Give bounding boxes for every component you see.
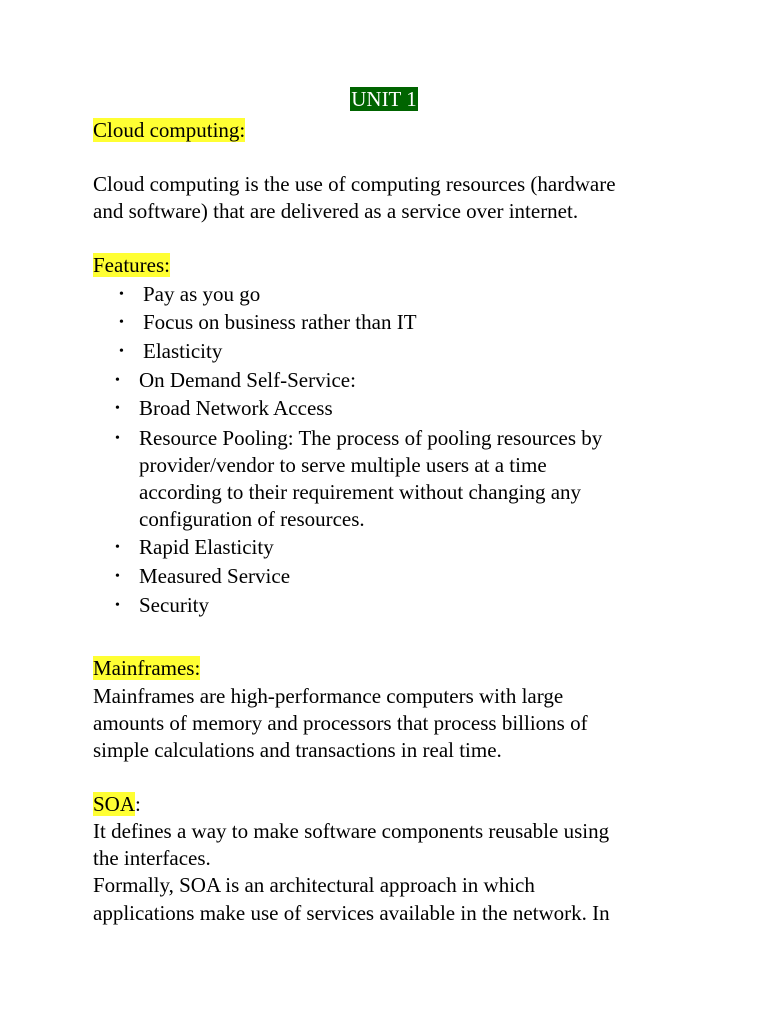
mainframes-heading-text: Mainframes: xyxy=(93,656,201,680)
soa-paragraph-line-1: It defines a way to make software components reusable using xyxy=(93,819,610,843)
bullet-icon: • xyxy=(115,569,120,584)
cloud-computing-heading-text: Cloud computing: xyxy=(93,118,246,142)
bullet-icon: • xyxy=(115,540,120,555)
feature-item-elasticity: Elasticity xyxy=(143,339,223,363)
soa-paragraph-line-3: Formally, SOA is an architectural approach in which xyxy=(93,873,535,897)
bullet-icon: • xyxy=(115,598,120,613)
features-heading-text: Features: xyxy=(93,253,170,277)
feature-item-security: Security xyxy=(139,593,209,617)
feature-item-rapid-elasticity: Rapid Elasticity xyxy=(139,535,274,559)
feature-item-resource-pooling-line-1: Resource Pooling: The process of pooling resources by xyxy=(139,426,603,450)
cloud-paragraph-line-2: and software) that are delivered as a service over internet. xyxy=(93,199,579,223)
soa-heading-colon: : xyxy=(135,792,141,816)
mainframes-paragraph-line-2: amounts of memory and processors that process billions of xyxy=(93,711,588,735)
bullet-icon: • xyxy=(119,344,124,359)
soa-paragraph-line-2: the interfaces. xyxy=(93,846,211,870)
soa-heading-text: SOA xyxy=(93,792,136,816)
unit-title xyxy=(0,86,768,113)
soa-heading xyxy=(93,791,141,818)
soa-paragraph-line-4: applications make use of services available in the network. In xyxy=(93,901,610,925)
bullet-icon: • xyxy=(119,287,124,302)
mainframes-paragraph-line-3: simple calculations and transactions in real time. xyxy=(93,738,502,762)
feature-item-focus-on-business: Focus on business rather than IT xyxy=(143,310,417,334)
feature-item-broad-network: Broad Network Access xyxy=(139,396,333,420)
feature-item-resource-pooling-line-2: provider/vendor to serve multiple users at a time xyxy=(139,453,547,477)
bullet-icon: • xyxy=(115,431,120,446)
mainframes-paragraph-line-1: Mainframes are high-performance computers with large xyxy=(93,684,564,708)
feature-item-measured-service: Measured Service xyxy=(139,564,291,588)
mainframes-heading xyxy=(93,655,200,682)
feature-item-pay-as-you-go: Pay as you go xyxy=(143,282,261,306)
feature-item-resource-pooling-line-4: configuration of resources. xyxy=(139,507,365,531)
feature-item-on-demand: On Demand Self-Service: xyxy=(139,368,356,392)
cloud-paragraph-line-1: Cloud computing is the use of computing resources (hardware xyxy=(93,172,616,196)
unit-title-text: UNIT 1 xyxy=(351,87,417,111)
bullet-icon: • xyxy=(115,373,120,388)
bullet-icon: • xyxy=(115,401,120,416)
cloud-computing-heading xyxy=(93,117,245,144)
bullet-icon: • xyxy=(119,315,124,330)
feature-item-resource-pooling-line-3: according to their requirement without changing any xyxy=(139,480,582,504)
features-heading xyxy=(93,252,170,279)
